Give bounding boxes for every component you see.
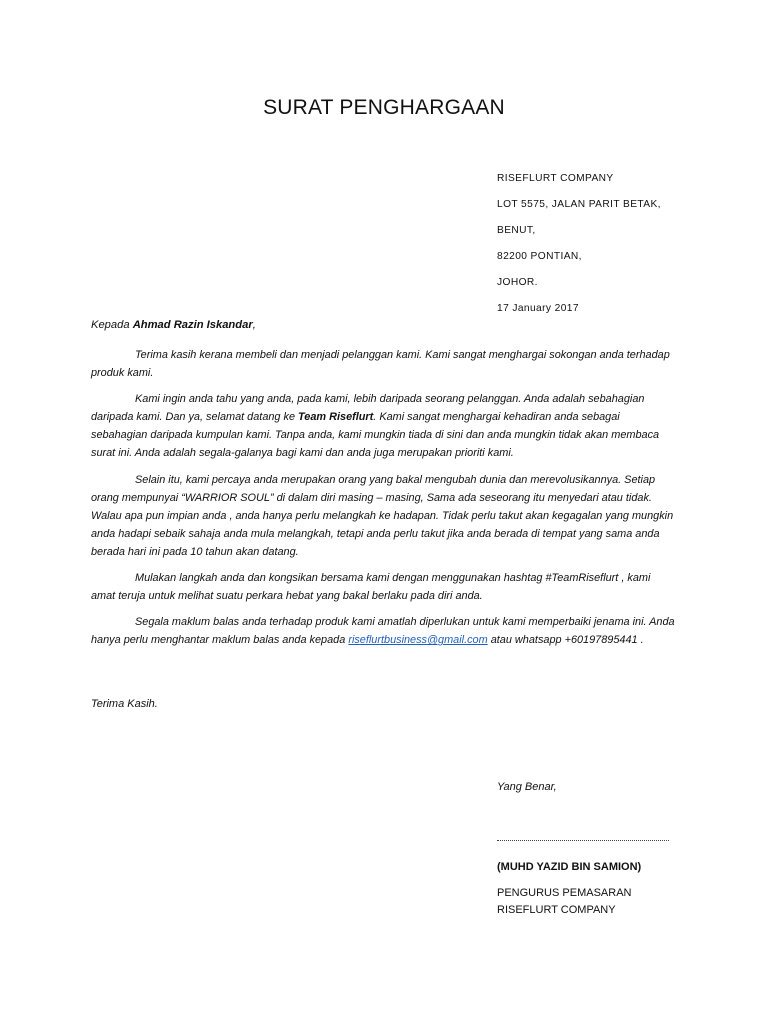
letter-title: SURAT PENGHARGAAN: [263, 96, 505, 119]
salutation: [91, 319, 256, 331]
signature-block: [497, 781, 737, 919]
letter-date: 17 January 2017: [497, 303, 579, 314]
salutation-suffix: ,: [252, 319, 256, 331]
paragraph-4: Mulakan langkah anda dan kongsikan bersama kami dengan menggunakan hashtag #TeamRiseflurt , kami amat teruja untuk melihat suatu perkara hebat yang bakal berlaku pada diri anda.: [91, 572, 651, 603]
signer-title: [497, 885, 737, 919]
sender-address-line-4: JOHOR.: [497, 277, 538, 288]
signer-position: PENGURUS PEMASARAN: [497, 887, 632, 899]
sender-address-line-3: 82200 PONTIAN,: [497, 251, 582, 262]
team-name: Team Riseflurt: [298, 411, 374, 424]
paragraph-3: Selain itu, kami percaya anda merupakan orang yang bakal mengubah dunia dan merevolusikannya. Setiap orang mempunyai “WARRIOR SOUL” di dalam diri masing – masing, Sama ada seseorang itu menyedari atau tidak. Walau apa pun impian anda , anda hanya perlu melangkah ke hadapan. Tidak perlu takut akan kegagalan yang mungkin anda hadapi sebaik sahaja anda mula melangkah, tetapi anda perlu takut jika anda berada di tempat yang sama anda berada hari ini pada 10 tahun akan datang.: [91, 473, 674, 558]
paragraph-2-text-a: Kami ingin anda tahu yang anda, pada kami, lebih daripada seorang pelanggan. Anda adalah sebahagian daripada kami. Dan ya, selamat datang ke: [91, 393, 645, 424]
email-link[interactable]: riseflurtbusiness@gmail.com: [348, 634, 488, 647]
paragraph-2: [91, 390, 676, 462]
recipient-name: Ahmad Razin Iskandar: [132, 319, 253, 331]
paragraph-5: [91, 613, 676, 649]
signer-name: (MUHD YAZID BIN SAMION): [497, 861, 642, 873]
paragraph-1: Terima kasih kerana membeli dan menjadi pelanggan kami. Kami sangat menghargai sokongan anda terhadap produk kami.: [91, 349, 670, 380]
paragraph-2-text-b: . Kami sangat menghargai kehadiran anda sebagai sebahagian daripada kumpulan kami. Tanpa anda, kami mungkin tiada di sini dan anda mungkin tidak akan membaca surat ini. Anda adalah segala-galanya bagi kami dan anda juga merupakan prioriti kami.: [91, 411, 660, 460]
salutation-prefix: Kepada: [91, 319, 133, 331]
signature-line: [497, 840, 669, 841]
sender-address-line-1: LOT 5575, JALAN PARIT BETAK,: [497, 199, 661, 210]
closing-remark: Terima Kasih.: [91, 698, 158, 710]
sender-address: [497, 166, 757, 322]
sender-company: RISEFLURT COMPANY: [497, 173, 614, 184]
letter-body: [91, 346, 676, 657]
sender-address-line-2: BENUT,: [497, 225, 536, 236]
sign-off: Yang Benar,: [497, 781, 557, 793]
paragraph-5-text-a: Segala maklum balas anda terhadap produk kami amatlah diperlukan untuk kami memperbaiki jenama ini. Anda hanya perlu menghantar maklum balas anda kepada: [91, 616, 675, 647]
paragraph-5-text-b: atau whatsapp +60197895441 .: [487, 634, 644, 647]
signer-company: RISEFLURT COMPANY: [497, 904, 616, 916]
